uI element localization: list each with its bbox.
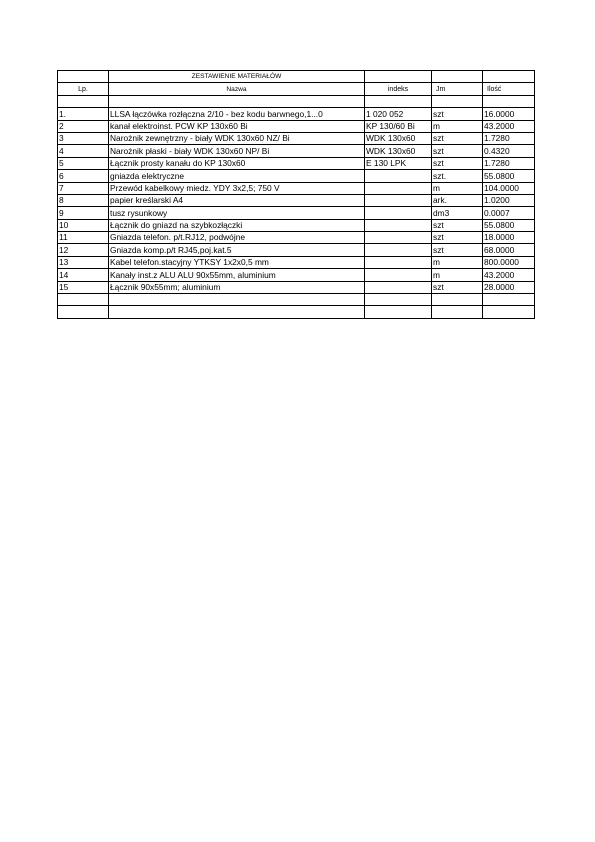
cell-jm: m	[432, 256, 483, 268]
column-header-lp: Lp.	[58, 83, 109, 95]
empty-cell	[58, 95, 109, 107]
cell-lp: 1.	[58, 108, 109, 120]
cell-nazwa: Kanały inst.z ALU ALU 90x55mm, aluminium	[109, 269, 365, 281]
cell-ilosc: 1.7280	[483, 157, 535, 169]
cell-indeks	[365, 232, 432, 244]
cell-jm: szt	[432, 219, 483, 231]
cell-jm: szt	[432, 281, 483, 293]
empty-row	[58, 294, 535, 306]
empty-cell	[432, 294, 483, 306]
cell-indeks: WDK 130x60	[365, 145, 432, 157]
empty-cell	[109, 306, 365, 318]
cell-lp: 10	[58, 219, 109, 231]
cell-ilosc: 55.0800	[483, 170, 535, 182]
cell-nazwa: papier kreślarski A4	[109, 194, 365, 206]
cell-lp: 3	[58, 132, 109, 144]
cell-nazwa: Łącznik do gniazd na szybkozłączki	[109, 219, 365, 231]
table-row	[58, 207, 535, 219]
cell-lp: 14	[58, 269, 109, 281]
title-cell-jm	[432, 71, 483, 83]
cell-jm: szt	[432, 157, 483, 169]
empty-cell	[483, 294, 535, 306]
cell-indeks: 1 020 052	[365, 108, 432, 120]
cell-jm: szt	[432, 244, 483, 256]
cell-nazwa: Gniazda telefon. p/t.RJ12, podwójne	[109, 232, 365, 244]
cell-nazwa: Gniazda komp.p/t RJ45,poj.kat.5	[109, 244, 365, 256]
column-header-nazwa: Nazwa	[109, 83, 365, 95]
cell-jm: dm3	[432, 207, 483, 219]
empty-row	[58, 306, 535, 318]
cell-ilosc: 43.2000	[483, 269, 535, 281]
title-cell-lp	[58, 71, 109, 83]
cell-jm: szt	[432, 132, 483, 144]
table-row	[58, 120, 535, 132]
empty-cell	[365, 294, 432, 306]
cell-jm: szt	[432, 145, 483, 157]
materials-table-body	[58, 71, 535, 319]
cell-ilosc: 18.0000	[483, 232, 535, 244]
cell-indeks	[365, 219, 432, 231]
cell-indeks	[365, 281, 432, 293]
cell-lp: 4	[58, 145, 109, 157]
table-row	[58, 244, 535, 256]
table-row	[58, 108, 535, 120]
empty-cell	[483, 95, 535, 107]
column-header-jm: Jm	[432, 83, 483, 95]
empty-cell	[365, 306, 432, 318]
cell-lp: 13	[58, 256, 109, 268]
cell-ilosc: 800.0000	[483, 256, 535, 268]
empty-cell	[483, 306, 535, 318]
cell-nazwa: tusz rysunkowy	[109, 207, 365, 219]
table-row	[58, 132, 535, 144]
cell-jm: szt	[432, 232, 483, 244]
cell-ilosc: 0.4320	[483, 145, 535, 157]
empty-cell	[432, 306, 483, 318]
cell-indeks	[365, 182, 432, 194]
cell-lp: 8	[58, 194, 109, 206]
cell-jm: m	[432, 269, 483, 281]
cell-nazwa: Narożnik płaski - biały WDK 130x60 NP/ Bi	[109, 145, 365, 157]
cell-jm: m	[432, 182, 483, 194]
table-row	[58, 219, 535, 231]
column-header-ilosc: Ilość	[483, 83, 535, 95]
table-row	[58, 157, 535, 169]
empty-cell	[58, 294, 109, 306]
table-row	[58, 281, 535, 293]
table-row	[58, 232, 535, 244]
cell-ilosc: 1.7280	[483, 132, 535, 144]
cell-jm: m	[432, 120, 483, 132]
table-row	[58, 182, 535, 194]
table-row	[58, 194, 535, 206]
cell-nazwa: Narożnik zewnętrzny - biały WDK 130x60 NZ/ Bi	[109, 132, 365, 144]
cell-nazwa: Łącznik 90x55mm; aluminium	[109, 281, 365, 293]
spacer-row	[58, 95, 535, 107]
cell-ilosc: 1.0200	[483, 194, 535, 206]
empty-cell	[432, 95, 483, 107]
table-row	[58, 256, 535, 268]
cell-lp: 12	[58, 244, 109, 256]
cell-ilosc: 16.0000	[483, 108, 535, 120]
cell-nazwa: gniazda elektryczne	[109, 170, 365, 182]
cell-lp: 6	[58, 170, 109, 182]
cell-nazwa: Przewód kabelkowy miedz. YDY 3x2,5; 750 V	[109, 182, 365, 194]
cell-lp: 5	[58, 157, 109, 169]
table-row	[58, 269, 535, 281]
title-cell-indeks	[365, 71, 432, 83]
cell-ilosc: 0.0007	[483, 207, 535, 219]
header-row	[58, 83, 535, 95]
materials-table	[57, 70, 535, 319]
table-row	[58, 170, 535, 182]
title-cell-ilosc	[483, 71, 535, 83]
cell-lp: 7	[58, 182, 109, 194]
cell-indeks	[365, 269, 432, 281]
cell-jm: ark.	[432, 194, 483, 206]
cell-ilosc: 104.0000	[483, 182, 535, 194]
cell-lp: 15	[58, 281, 109, 293]
empty-cell	[365, 95, 432, 107]
cell-indeks	[365, 194, 432, 206]
cell-nazwa: kanał elektroinst. PCW KP 130x60 Bi	[109, 120, 365, 132]
cell-indeks: E 130 LPK	[365, 157, 432, 169]
cell-lp: 2	[58, 120, 109, 132]
empty-cell	[109, 95, 365, 107]
empty-cell	[109, 294, 365, 306]
table-title: ZESTAWIENIE MATERIAŁÓW	[109, 71, 365, 83]
cell-nazwa: LLSA łączówka rozłączna 2/10 - bez kodu barwnego,1...0	[109, 108, 365, 120]
cell-nazwa: Łącznik prosty kanału do KP 130x60	[109, 157, 365, 169]
cell-indeks	[365, 170, 432, 182]
cell-lp: 9	[58, 207, 109, 219]
cell-indeks: WDK 130x60	[365, 132, 432, 144]
cell-indeks: KP 130/60 Bi	[365, 120, 432, 132]
table-row	[58, 145, 535, 157]
cell-ilosc: 55.0800	[483, 219, 535, 231]
title-row	[58, 71, 535, 83]
column-header-indeks: indeks	[365, 83, 432, 95]
cell-ilosc: 28.0000	[483, 281, 535, 293]
cell-jm: szt.	[432, 170, 483, 182]
cell-jm: szt	[432, 108, 483, 120]
cell-ilosc: 43.2000	[483, 120, 535, 132]
cell-indeks	[365, 207, 432, 219]
cell-nazwa: Kabel telefon.stacyjny YTKSY 1x2x0,5 mm	[109, 256, 365, 268]
empty-cell	[58, 306, 109, 318]
cell-ilosc: 68.0000	[483, 244, 535, 256]
cell-indeks	[365, 244, 432, 256]
cell-lp: 11	[58, 232, 109, 244]
cell-indeks	[365, 256, 432, 268]
